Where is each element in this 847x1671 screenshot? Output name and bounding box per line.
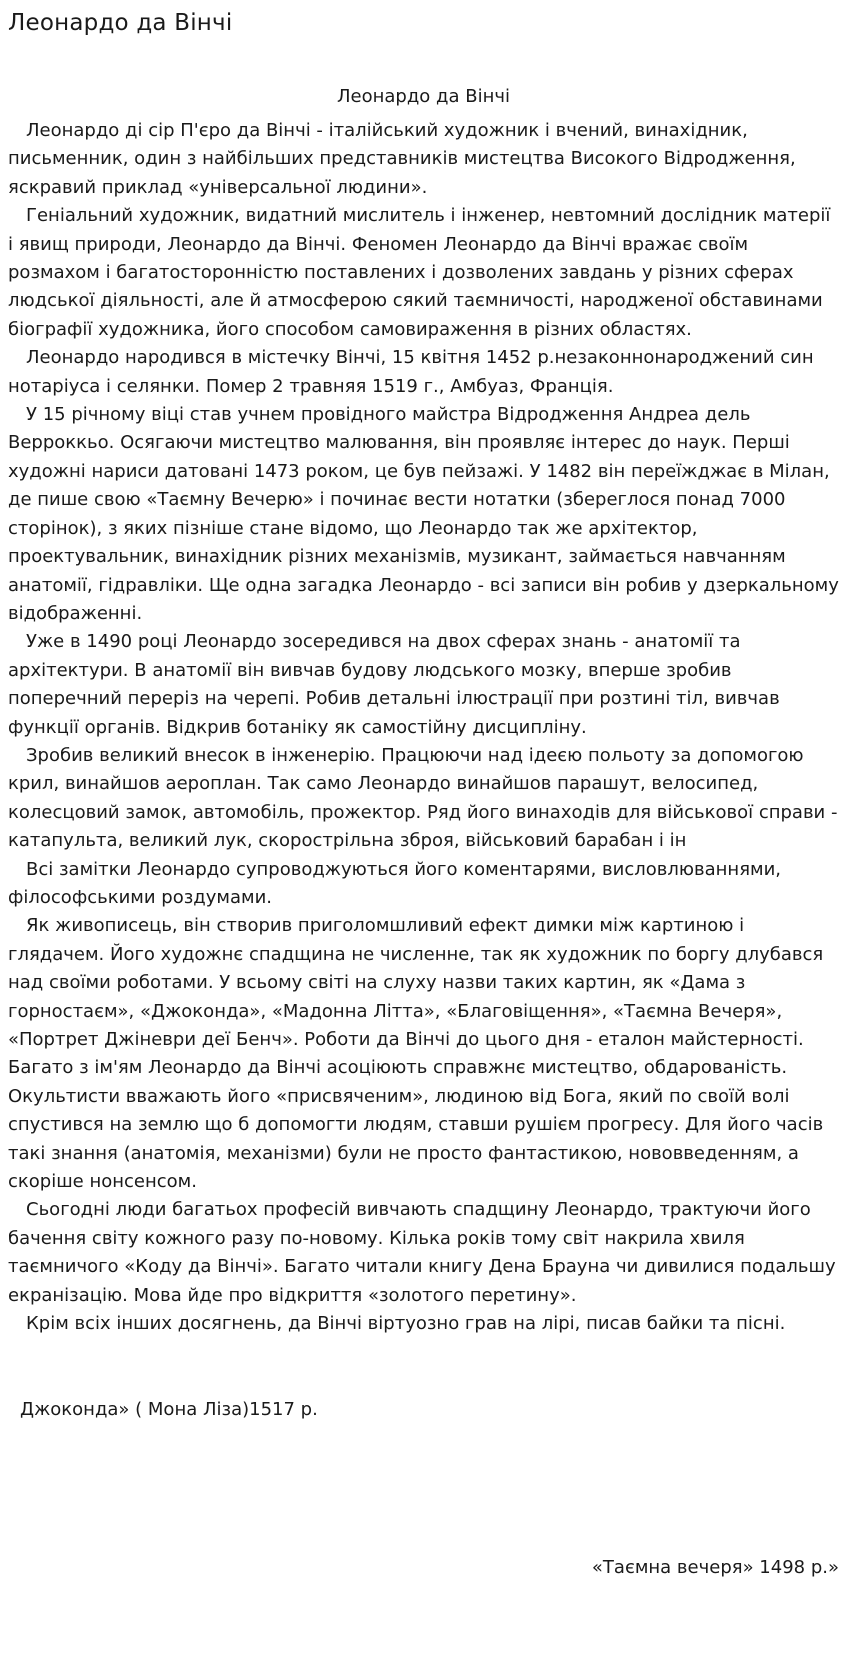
- paragraph: Крім всіх інших досягнень, да Вінчі віртуозно грав на лірі, писав байки та пісні.: [26, 1313, 786, 1335]
- paragraph: У 15 річному віці став учнем провідного майстра Відродження Андреа дель Верроккьо. Осягаючи мистецтво малювання, він проявляє інтерес до наук. Перші художні нариси датовані 1473 роком, це був пейзажі. У 1482 він переїжджає в Мілан, де пише свою «Таємну Вечерю» і починає вести нотатки (збереглося понад 7000 сторінок), з яких пізніше стане відомо, що Леонардо так же архітектор, проектувальник, винахідник різних механізмів, музикант, займається навчанням анатомії, гідравліки. Ще одна загадка Леонардо - всі записи він робив у дзеркальному відображенні.: [8, 404, 839, 624]
- paragraph: Сьогодні люди багатьох професій вивчають спадщину Леонардо, трактуючи його бачення світу кожного разу по-новому. Кілька років тому світ накрила хвиля таємничого «Коду да Вінчі». Багато читали книгу Дена Брауна чи дивилися подальшу екранізацію. Мова йде про відкриття «золотого перетину».: [8, 1199, 836, 1306]
- article-heading: Леонардо да Вінчі: [337, 86, 510, 107]
- image-caption-last-supper: «Таємна вечеря» 1498 р.»: [591, 1557, 839, 1578]
- paragraph: Всі замітки Леонардо супроводжуються його коментарями, висловлюваннями, філософськими роздумами.: [8, 858, 782, 908]
- paragraph: Уже в 1490 році Леонардо зосередився на двох сферах знань - анатомії та архітектури. В анатомії він вивчав будову людського мозку, вперше зробив поперечний переріз на черепі. Робив детальні ілюстрації при розтині тіл, вивчав функції органів. Відкрив ботаніку як самостійну дисципліну.: [8, 631, 780, 738]
- image-caption-mona-lisa: Джоконда» ( Мона Ліза)1517 р.: [20, 1399, 318, 1421]
- page-title: Леонардо да Вінчі: [8, 10, 233, 36]
- paragraph: Леонардо ді сір П'єро да Вінчі - італійський художник і вчений, винахідник, письменник, один з найбільших представників мистецтва Високого Відродження, яскравий приклад «універсальної людини».: [8, 120, 796, 198]
- paragraph: Геніальний художник, видатний мислитель і інженер, невтомний дослідник матерії і явищ природи, Леонардо да Вінчі. Феномен Леонардо да Вінчі вражає своїм розмахом і багатосторонністю поставлених і дозволених завдань у різних сферах людської діяльності, але й атмосферою сякий таємничості, народженої обставинами біографії художника, його способом самовираження в різних областях.: [8, 205, 831, 340]
- article-body: [8, 117, 839, 1338]
- paragraph: Зробив великий внесок в інженерію. Працюючи над ідеєю польоту за допомогою крил, винайшов аероплан. Так само Леонардо винайшов парашут, велосипед, колесцовий замок, автомобіль, прожектор. Ряд його винаходів для військової справи - катапульта, великий лук, скорострільна зброя, військовий барабан і ін: [8, 744, 838, 852]
- paragraph: Як живописець, він створив приголомшливий ефект димки між картиною і глядачем. Його художнє спадщина не численне, так як художник по боргу длубався над своїми роботами. У всьому світі на слуху назви таких картин, як «Дама з горностаєм», «Джоконда», «Мадонна Літта», «Благовіщення», «Таємна Вечеря», «Портрет Джіневри деї Бенч». Роботи да Вінчі до цього дня - еталон майстерності. Багато з ім'ям Леонардо да Вінчі асоціюють справжнє мистецтво, обдарованість. Окультисти вважають його «присвяченим», людиною від Бога, який по своїй волі спустився на землю що б допомогти людям, ставши рушієм прогресу. Для його часів такі знання (анатомія, механізми) були не просто фантастикою, нововведенням, а скоріше нонсенсом.: [8, 915, 824, 1193]
- paragraph: Леонардо народився в містечку Вінчі, 15 квітня 1452 р.незаконнонароджений син нотаріуса і селянки. Помер 2 травняя 1519 г., Амбуаз, Франція.: [8, 347, 814, 397]
